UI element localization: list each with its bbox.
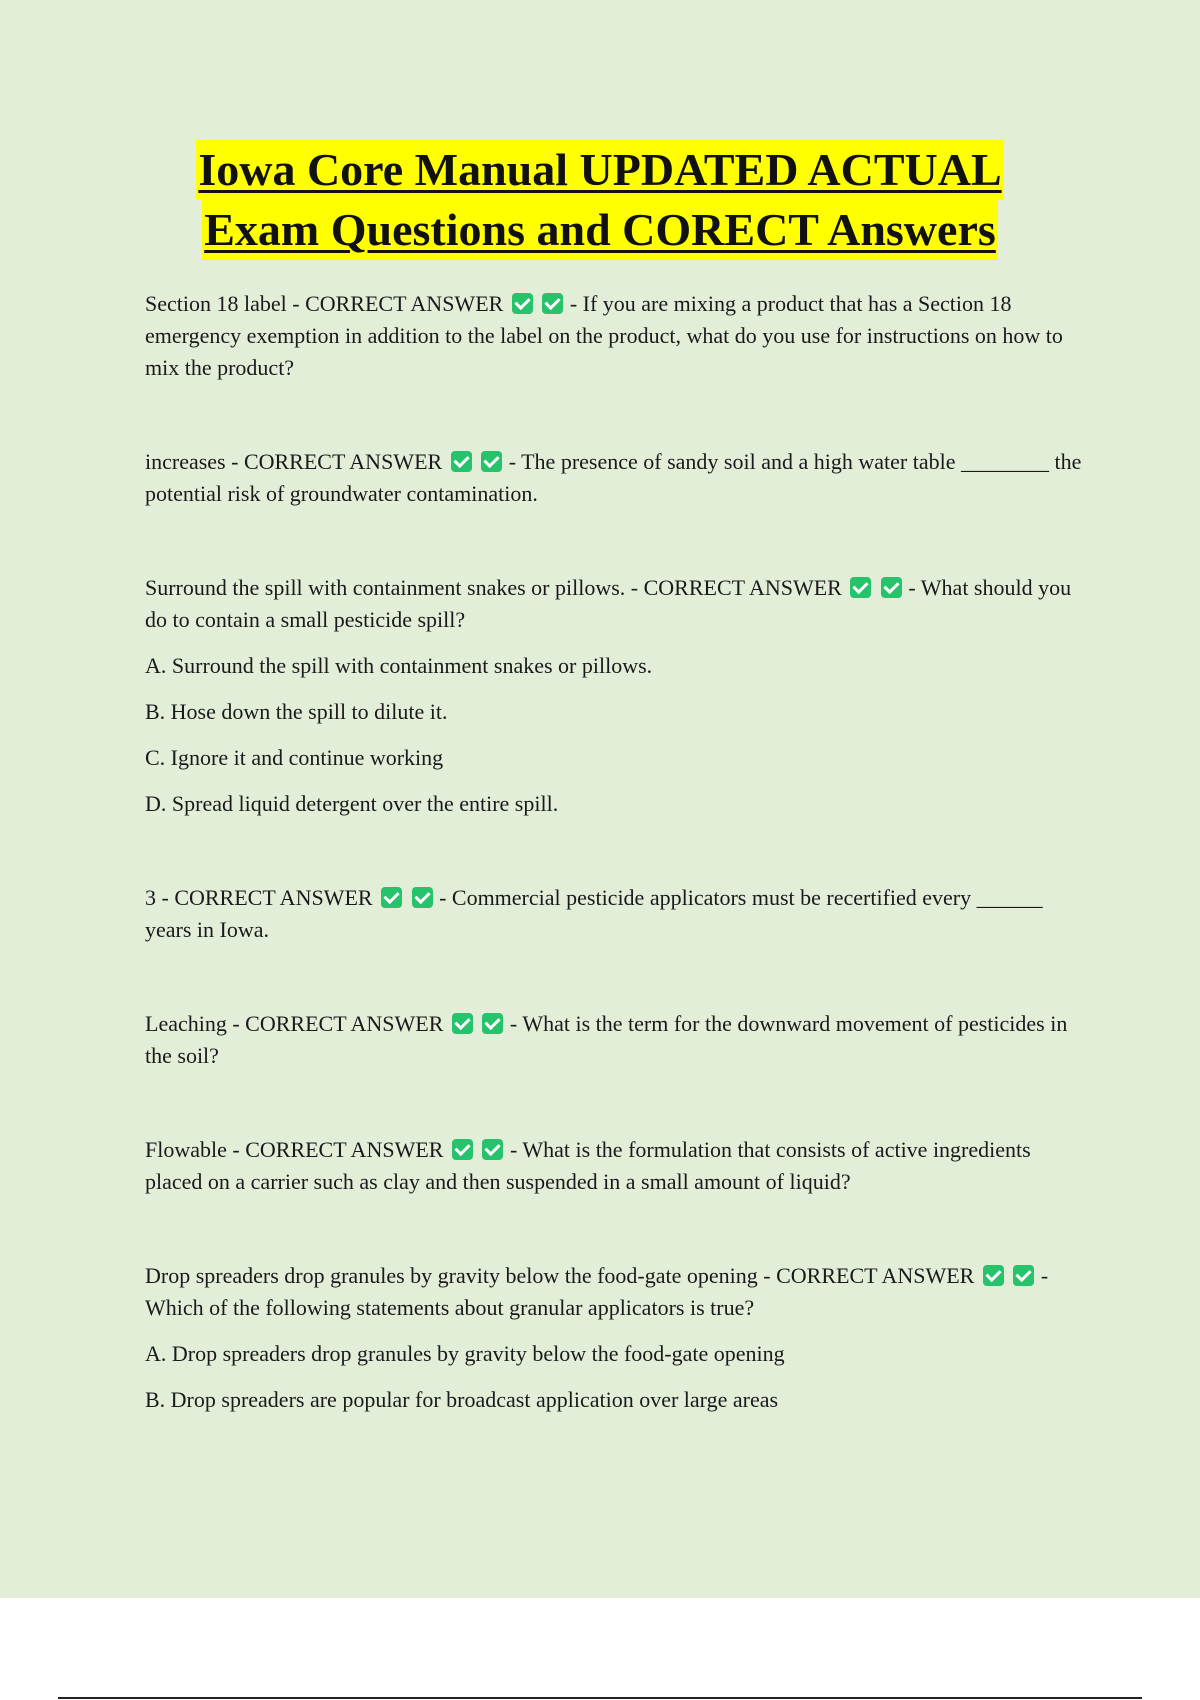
check-box-icon [542, 293, 563, 314]
qa-item [145, 288, 1085, 384]
answer-text: Flowable - CORRECT ANSWER [145, 1137, 444, 1162]
question-text: - What is the formulation that consists of active ingredients placed on a carrier such as clay and then suspended in a small amount of liquid? [145, 1137, 1031, 1194]
answer-option: A. Drop spreaders drop granules by gravity below the food-gate opening [145, 1341, 785, 1366]
answer-text: Section 18 label - CORRECT ANSWER [145, 291, 504, 316]
question-text: - What should you do to contain a small pesticide spill? [145, 575, 1072, 632]
answer-text: Leaching - CORRECT ANSWER [145, 1011, 444, 1036]
check-box-icon [983, 1265, 1004, 1286]
check-box-icon [451, 451, 472, 472]
question-text: - Commercial pesticide applicators must be recertified every ______ years in Iowa. [145, 885, 1043, 942]
check-box-icon [482, 1013, 503, 1034]
question-text: - If you are mixing a product that has a Section 18 emergency exemption in addition to the label on the product, what do you use for instructions on how to mix the product? [145, 291, 1063, 380]
check-box-icon [850, 577, 871, 598]
document-title [0, 140, 1200, 260]
qa-item [145, 882, 1085, 946]
title-line-2: Exam Questions and CORECT Answers [202, 200, 998, 260]
answer-option: A. Surround the spill with containment snakes or pillows. [145, 653, 653, 678]
qa-item [145, 572, 1085, 820]
qa-list [145, 288, 1085, 1416]
question-text: - The presence of sandy soil and a high water table ________ the potential risk of groundwater contamination. [145, 449, 1082, 506]
check-box-icon [482, 1139, 503, 1160]
qa-item [145, 1134, 1085, 1198]
qa-item [145, 1008, 1085, 1072]
check-box-icon [381, 887, 402, 908]
answer-text: increases - CORRECT ANSWER [145, 449, 443, 474]
answer-text: Surround the spill with containment snakes or pillows. - CORRECT ANSWER [145, 575, 842, 600]
check-box-icon [452, 1013, 473, 1034]
check-box-icon [452, 1139, 473, 1160]
check-box-icon [881, 577, 902, 598]
check-box-icon [412, 887, 433, 908]
title-line-1: Iowa Core Manual UPDATED ACTUAL [196, 140, 1003, 200]
question-text: - Which of the following statements about granular applicators is true? [145, 1263, 1049, 1320]
answer-option: B. Drop spreaders are popular for broadcast application over large areas [145, 1387, 779, 1412]
answer-option: C. Ignore it and continue working [145, 745, 444, 770]
check-box-icon [1013, 1265, 1034, 1286]
qa-item [145, 1260, 1085, 1416]
answer-text: Drop spreaders drop granules by gravity below the food-gate opening - CORRECT ANSWER [145, 1263, 975, 1288]
answer-text: 3 - CORRECT ANSWER [145, 885, 373, 910]
answer-option: D. Spread liquid detergent over the entire spill. [145, 791, 559, 816]
check-box-icon [512, 293, 533, 314]
answer-option: B. Hose down the spill to dilute it. [145, 699, 448, 724]
check-box-icon [481, 451, 502, 472]
qa-item [145, 446, 1085, 510]
footer-divider [58, 1697, 1142, 1699]
question-text: - What is the term for the downward movement of pesticides in the soil? [145, 1011, 1068, 1068]
